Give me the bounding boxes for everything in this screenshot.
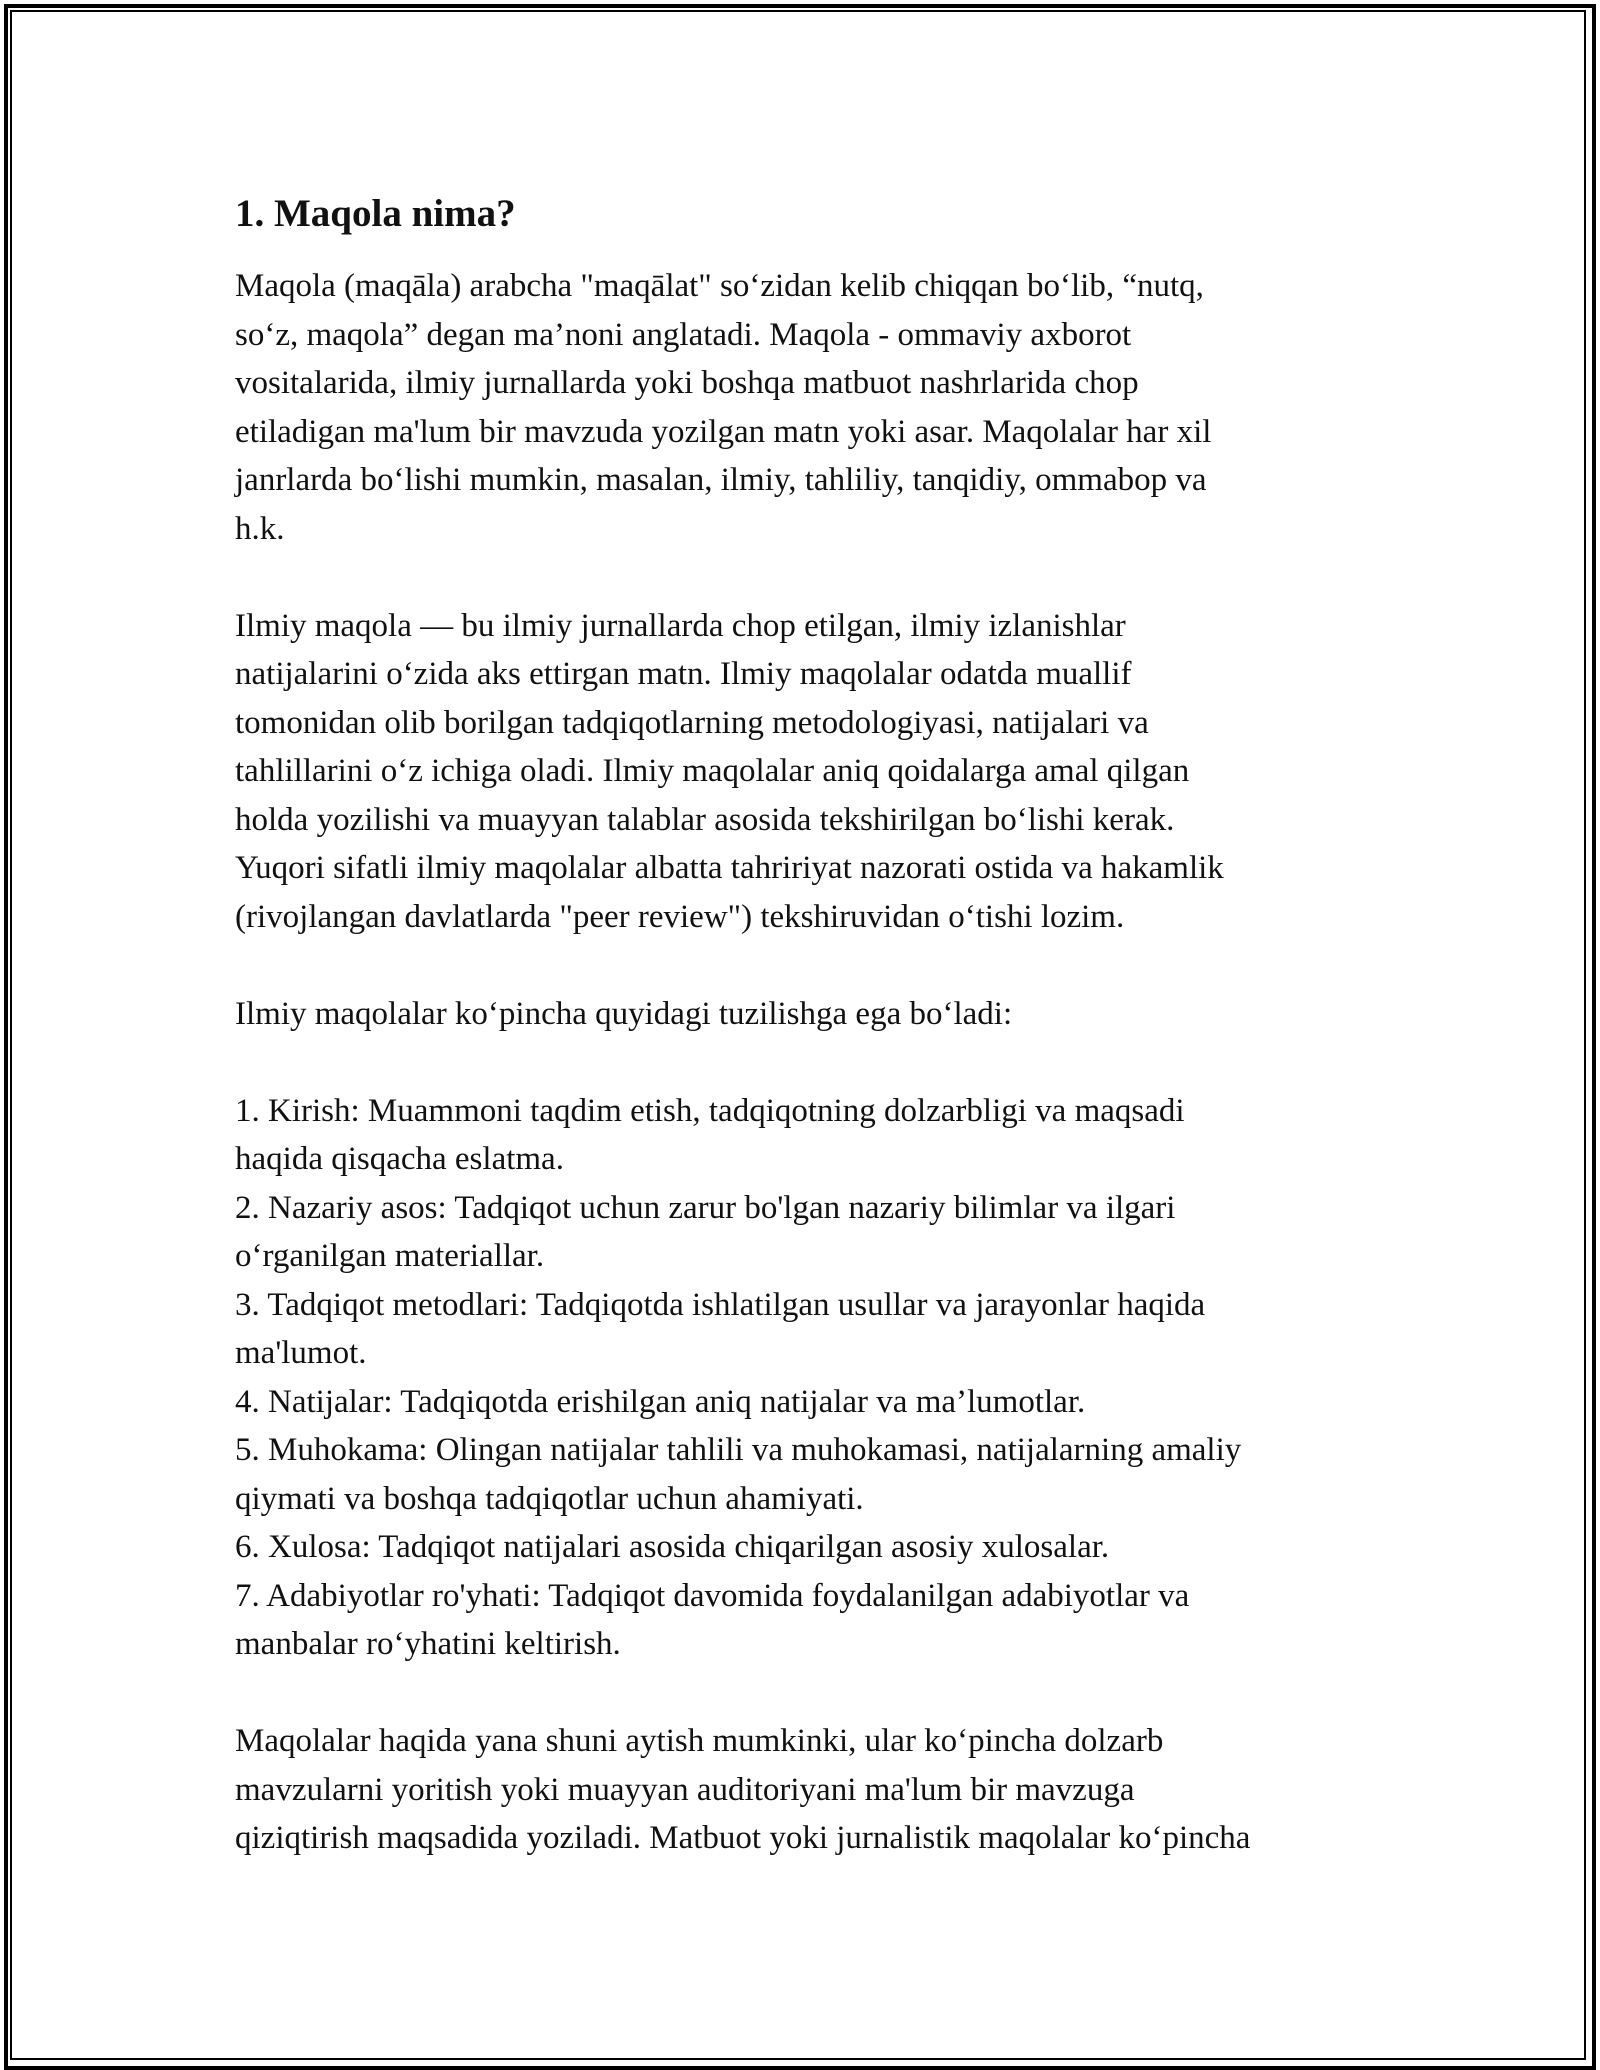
text-line: tahlillarini o‘z ichiga oladi. Ilmiy maqolalar aniq qoidalarga amal qilgan <box>235 753 1190 789</box>
text-line: natijalarini o‘zida aks ettirgan matn. Ilmiy maqolalar odatda muallif <box>235 656 1132 692</box>
text-line: mavzularni yoritish yoki muayyan auditoriyani ma'lum bir mavzuga <box>235 1771 1135 1808</box>
paragraph-scientific-article <box>235 602 1415 942</box>
list-item: manbalar ro‘yhatini keltirish. <box>235 1626 621 1662</box>
structure-list <box>235 1087 1415 1669</box>
text-line: qiziqtirish maqsadida yoziladi. Matbuot yoki jurnalistik maqolalar ko‘pincha <box>235 1820 1251 1856</box>
text-line: Ilmiy maqola — bu ilmiy jurnallarda chop etilgan, ilmiy izlanishlar <box>235 607 1126 644</box>
list-item: 7. Adabiyotlar ro'yhati: Tadqiqot davomida foydalanilgan adabiyotlar va <box>235 1577 1190 1614</box>
section-heading: 1. Maqola nima? <box>235 192 516 235</box>
text-line: Maqolalar haqida yana shuni aytish mumkinki, ular ko‘pincha dolzarb <box>235 1723 1164 1759</box>
list-item: 1. Kirish: Muammoni taqdim etish, tadqiqotning dolzarbligi va maqsadi <box>235 1092 1185 1129</box>
list-item: ma'lumot. <box>235 1335 367 1371</box>
paragraph-spacer <box>235 1669 1415 1718</box>
document-body <box>235 184 1415 1863</box>
list-item: o‘rganilgan materiallar. <box>235 1238 545 1274</box>
text-line: Yuqori sifatli ilmiy maqolalar albatta tahririyat nazorati ostida va hakamlik <box>235 850 1224 886</box>
paragraph-conclusion <box>235 1717 1415 1863</box>
text-line: h.k. <box>235 510 285 547</box>
text-line: Maqola (maqāla) arabcha "maqālat" so‘zidan kelib chiqqan bo‘lib, “nutq, <box>235 268 1204 304</box>
paragraph-spacer <box>235 941 1415 990</box>
list-item: haqida qisqacha eslatma. <box>235 1141 564 1177</box>
list-item: qiymati va boshqa tadqiqotlar uchun ahamiyati. <box>235 1480 864 1517</box>
paragraph-spacer <box>235 553 1415 602</box>
list-item: 5. Muhokama: Olingan natijalar tahlili va muhokamasi, natijalarning amaliy <box>235 1432 1242 1468</box>
list-item: 4. Natijalar: Tadqiqotda erishilgan aniq natijalar va ma’lumotlar. <box>235 1383 1086 1420</box>
list-item: 3. Tadqiqot metodlari: Tadqiqotda ishlatilgan usullar va jarayonlar haqida <box>235 1286 1206 1323</box>
text-line: holda yozilishi va muayyan talablar asosida tekshirilgan bo‘lishi kerak. <box>235 801 1175 838</box>
paragraph-spacer <box>235 1038 1415 1087</box>
text-line: so‘z, maqola” degan ma’noni anglatadi. Maqola - ommaviy axborot <box>235 316 1132 353</box>
text-line: vositalarida, ilmiy jurnallarda yoki boshqa matbuot nashrlarida chop <box>235 365 1139 401</box>
text-line: etiladigan ma'lum bir mavzuda yozilgan matn yoki asar. Maqolalar har xil <box>235 413 1212 450</box>
text-line: janrlarda bo‘lishi mumkin, masalan, ilmiy, tahliliy, tanqidiy, ommabop va <box>235 462 1207 498</box>
paragraph-definition <box>235 262 1415 553</box>
structure-intro: Ilmiy maqolalar ko‘pincha quyidagi tuzilishga ega bo‘ladi: <box>235 995 1013 1032</box>
list-item: 6. Xulosa: Tadqiqot natijalari asosida chiqarilgan asosiy xulosalar. <box>235 1529 1110 1565</box>
text-line: tomonidan olib borilgan tadqiqotlarning metodologiyasi, natijalari va <box>235 704 1149 741</box>
text-line: (rivojlangan davlatlarda "peer review") tekshiruvidan o‘tishi lozim. <box>235 898 1125 935</box>
list-item: 2. Nazariy asos: Tadqiqot uchun zarur bo'lgan nazariy bilimlar va ilgari <box>235 1189 1176 1226</box>
